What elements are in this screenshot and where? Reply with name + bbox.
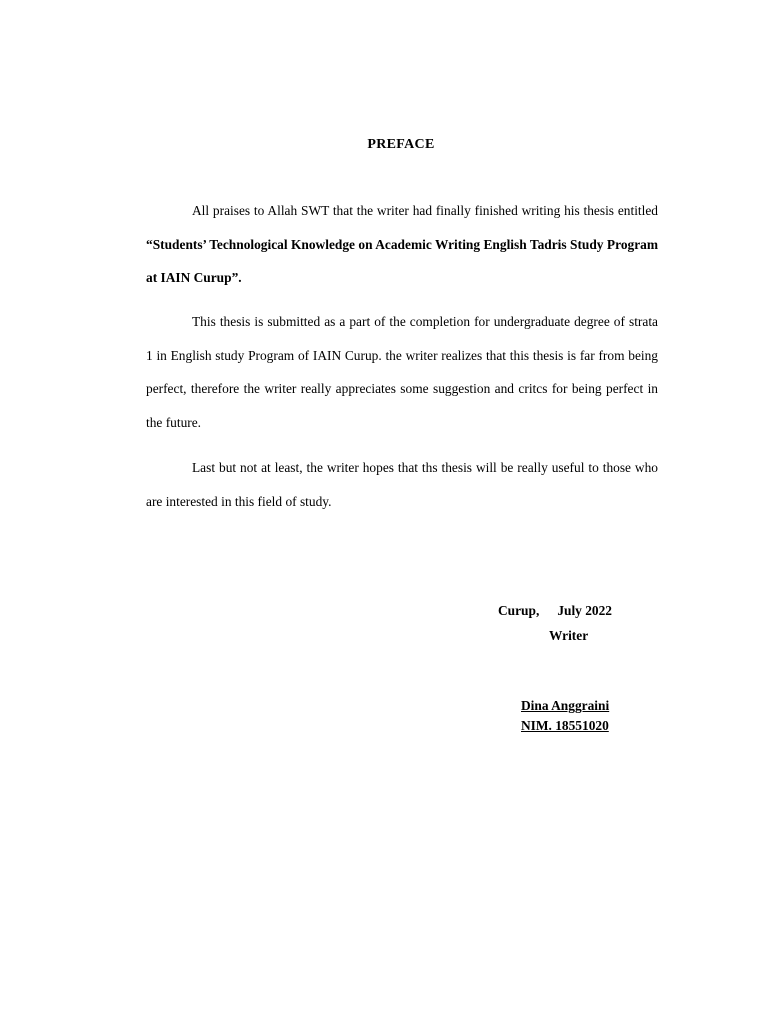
signature-place: Curup, [498,603,540,618]
paragraph-submission: This thesis is submitted as a part of the completion for undergraduate degree of strata 1 in English study Program of IAIN Curup. the writer realizes that this thesis is far from being perfect, therefore the writer really appreciates some suggestion and critcs for being perfect in the future. [146,314,658,430]
signature-nim: NIM. 18551020 [521,718,609,733]
paragraph-intro-text: All praises to Allah SWT that the writer had finally finished writing his thesis entitled [192,203,658,218]
signature-name: Dina Anggraini [521,698,610,713]
paragraph-intro [146,194,658,295]
paragraph-closing: Last but not at least, the writer hopes that ths thesis will be really useful to those who are interested in this field of study. [146,460,658,509]
page-title: PREFACE [367,137,435,152]
thesis-title: “Students’ Technological Knowledge on Academic Writing English Tadris Study Program at IAIN Curup”. [146,236,658,285]
signature-place-date [498,603,612,619]
signature-role: Writer [549,628,589,643]
signature-date: July 2022 [557,603,612,618]
